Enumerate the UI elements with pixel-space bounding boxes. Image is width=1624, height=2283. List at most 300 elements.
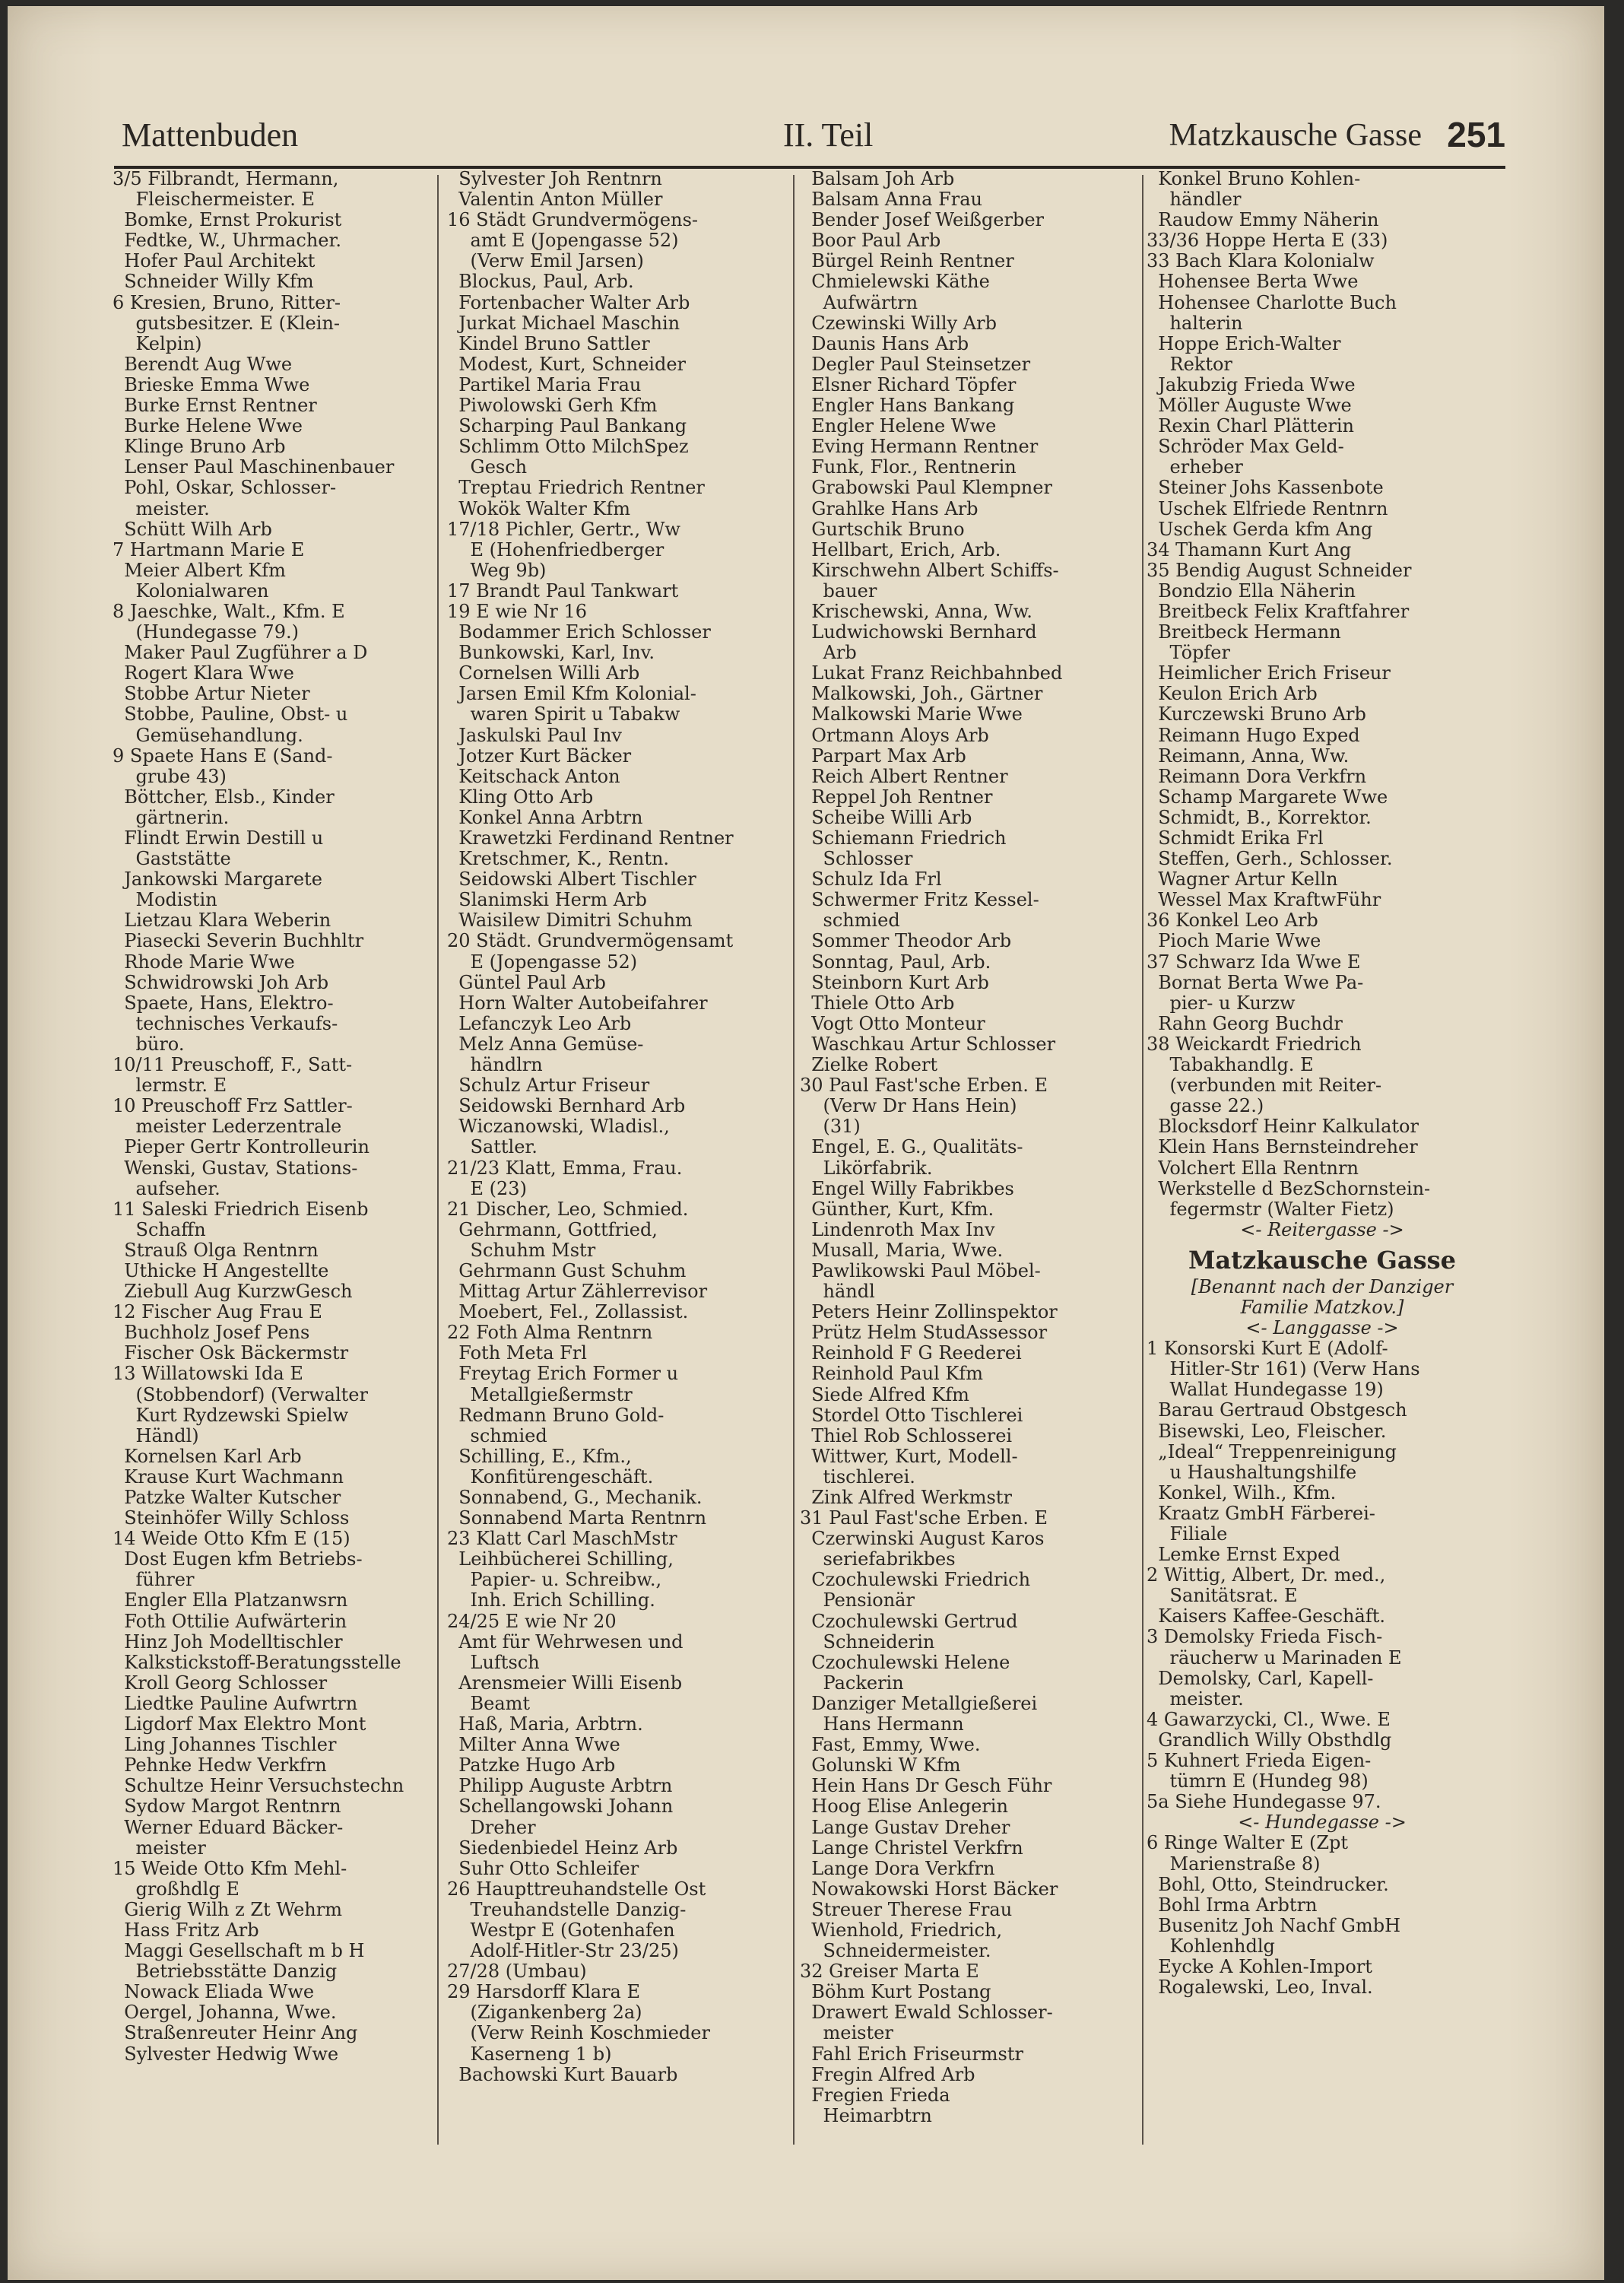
directory-entry-line: 2 Wittig, Albert, Dr. med., (1147, 1565, 1386, 1586)
directory-entry-line: Czochulewski Gertrud (800, 1611, 1018, 1632)
directory-entry-line: Kroll Georg Schlosser (113, 1672, 328, 1694)
directory-entry-line: Gierig Wilh z Zt Wehrm (113, 1899, 342, 1920)
directory-entry-line: 32 Greiser Marta E (800, 1961, 979, 1983)
directory-entry-line: Wittwer, Kurt, Modell- (800, 1446, 1018, 1467)
directory-entry-line: Sylvester Hedwig Wwe (113, 2043, 339, 2065)
directory-entry-line: Engel, E. G., Qualitäts- (800, 1137, 1023, 1158)
directory-entry-line: Zielke Robert (800, 1055, 938, 1076)
directory-entry-line: Luftsch (447, 1652, 540, 1673)
directory-entry-line: Schneiderin (800, 1631, 935, 1653)
directory-entry-line: Bisewski, Leo, Fleischer. (1147, 1421, 1387, 1442)
directory-entry-line: Konfitürengeschäft. (447, 1466, 654, 1488)
directory-entry-line: 21/23 Klatt, Emma, Frau. (447, 1157, 683, 1179)
directory-entry-line: E (23) (447, 1178, 527, 1199)
directory-entry-line: gasse 22.) (1147, 1096, 1264, 1117)
directory-entry-line: grube 43) (113, 766, 227, 787)
directory-entry-line: Philipp Auguste Arbtrn (447, 1776, 673, 1797)
directory-entry-line: Treptau Friedrich Rentner (447, 478, 705, 499)
directory-entry-line: Schmidt, B., Korrektor. (1147, 807, 1372, 828)
directory-entry-line: Bomke, Ernst Prokurist (113, 210, 342, 231)
directory-entry-line: Rogalewski, Leo, Inval. (1147, 1977, 1373, 1999)
directory-entry-line: 16 Städt Grundvermögens- (447, 210, 699, 231)
directory-entry-line: Seidowski Bernhard Arb (447, 1096, 686, 1117)
directory-entry-line: Schellangowski Johann (447, 1796, 674, 1818)
directory-entry-line: Werkstelle d BezSchornstein- (1147, 1178, 1431, 1199)
directory-entry-line: Brieske Emma Wwe (113, 374, 310, 395)
directory-entry-line: Streuer Therese Frau (800, 1899, 1013, 1920)
directory-entry-line: 37 Schwarz Ida Wwe E (1147, 951, 1361, 973)
directory-entry-line: Hoog Elise Anlegerin (800, 1796, 1008, 1818)
directory-entry-line: Vogt Otto Monteur (800, 1013, 985, 1034)
directory-entry-line: 17/18 Pichler, Gertr., Ww (447, 519, 680, 540)
directory-entry-line: Patzke Hugo Arb (447, 1755, 616, 1777)
directory-entry-line: Breitbeck Felix Kraftfahrer (1147, 601, 1410, 622)
directory-entry-line: Wienhold, Friedrich, (800, 1919, 1003, 1941)
directory-entry-line: händler (1147, 189, 1242, 211)
directory-entry-line: Reimann Hugo Exped (1147, 725, 1360, 746)
directory-entry-line: Töpfer (1147, 643, 1230, 664)
directory-entry-line: bauer (800, 580, 877, 602)
directory-entry-line: Bornat Berta Wwe Pa- (1147, 972, 1364, 993)
directory-entry-line: erheber (1147, 457, 1243, 478)
directory-entry-line: 8 Jaeschke, Walt., Kfm. E (113, 601, 345, 622)
directory-entry-line: Kaserneng 1 b) (447, 2043, 612, 2065)
directory-entry-line: Keitschack Anton (447, 766, 620, 787)
directory-entry-line: Lemke Ernst Exped (1147, 1545, 1340, 1566)
directory-entry-line: Ligdorf Max Elektro Mont (113, 1714, 366, 1735)
directory-entry-line: Volchert Ella Rentnrn (1147, 1157, 1359, 1179)
directory-entry-line: (Zigankenberg 2a) (447, 2002, 642, 2024)
directory-entry-line: halterin (1147, 313, 1243, 334)
directory-entry-line: Wessel Max KraftwFühr (1147, 890, 1381, 911)
directory-entry-line: Kling Otto Arb (447, 786, 594, 808)
street-name-note: [Benannt nach der Danziger (1191, 1276, 1454, 1297)
directory-entry-line: Rektor (1147, 354, 1232, 375)
directory-entry-line: Seidowski Albert Tischler (447, 869, 696, 891)
directory-entry-line: Kretschmer, K., Rentn. (447, 849, 670, 870)
directory-entry-line: Busenitz Joh Nachf GmbH (1147, 1915, 1401, 1936)
directory-entry-line: führer (113, 1570, 195, 1591)
directory-entry-line: Wenski, Gustav, Stations- (113, 1157, 358, 1179)
directory-entry-line: Sonntag, Paul, Arb. (800, 951, 991, 973)
directory-entry-line: Jurkat Michael Maschin (447, 313, 680, 334)
directory-entry-line: Engel Willy Fabrikbes (800, 1178, 1014, 1199)
directory-entry-line: Maggi Gesellschaft m b H (113, 1941, 365, 1962)
directory-entry-line: Czochulewski Friedrich (800, 1570, 1031, 1591)
directory-entry-line: Stordel Otto Tischlerei (800, 1405, 1023, 1426)
page-header (114, 113, 1505, 169)
directory-entry-line: Flindt Erwin Destill u (113, 828, 324, 849)
directory-entry-line: Czochulewski Helene (800, 1652, 1010, 1673)
directory-entry-line: aufseher. (113, 1178, 220, 1199)
directory-entry-line: Kaisers Kaffee-Geschäft. (1147, 1606, 1385, 1627)
directory-entry-line: Ortmann Aloys Arb (800, 725, 989, 746)
directory-entry-line: Klinge Bruno Arb (113, 437, 286, 458)
directory-entry-line: Konkel, Wilh., Kfm. (1147, 1482, 1337, 1503)
directory-entry-line: Aufwärtrn (800, 292, 918, 313)
directory-entry-line: Arb (800, 643, 857, 664)
directory-entry-line: Güntel Paul Arb (447, 972, 606, 993)
directory-entry-line: Czewinski Willy Arb (800, 313, 997, 334)
directory-entry-line: Meier Albert Kfm (113, 560, 286, 581)
directory-entry-line: Reimann, Anna, Ww. (1147, 745, 1350, 767)
directory-entry-line: 21 Discher, Leo, Schmied. (447, 1199, 689, 1220)
directory-entry-line: Liedtke Pauline Aufwrtrn (113, 1693, 358, 1714)
directory-entry-line: Valentin Anton Müller (447, 189, 663, 211)
directory-entry-line: Kelpin) (113, 333, 202, 354)
directory-entry-line: Modistin (113, 890, 217, 911)
directory-entry-line: Schneidermeister. (800, 1941, 991, 1962)
directory-entry-line: Böttcher, Elsb., Kinder (113, 786, 335, 808)
directory-entry-line: Kolonialwaren (113, 580, 269, 602)
directory-entry-line: (verbunden mit Reiter- (1147, 1075, 1382, 1097)
directory-entry-line: Modest, Kurt, Schneider (447, 354, 687, 375)
directory-entry-line: Böhm Kurt Postang (800, 1982, 991, 2003)
directory-entry-line: Fortenbacher Walter Arb (447, 292, 690, 313)
directory-entry-line: Siede Alfred Kfm (800, 1384, 969, 1405)
directory-entry-line: Mittag Artur Zählerrevisor (447, 1281, 708, 1303)
directory-entry-line: Jotzer Kurt Bäcker (447, 745, 632, 767)
directory-entry-line: Hoppe Erich-Walter (1147, 333, 1341, 354)
directory-entry-line: Pohl, Oskar, Schlosser- (113, 478, 337, 499)
directory-entry-line: Kohlenhdlg (1147, 1935, 1275, 1957)
directory-entry-line: Kirschwehn Albert Schiffs- (800, 560, 1059, 581)
directory-entry-line: Schwermer Fritz Kessel- (800, 890, 1039, 911)
directory-entry-line: Haß, Maria, Arbtrn. (447, 1714, 643, 1735)
directory-entry-line: Gaststätte (113, 849, 231, 870)
directory-entry-line: Hellbart, Erich, Arb. (800, 539, 1001, 560)
directory-entry-line: (Stobbendorf) (Verwalter (113, 1384, 368, 1405)
directory-entry-line: Ziebull Aug KurzwGesch (113, 1281, 353, 1303)
directory-entry-line: Slanimski Herm Arb (447, 890, 647, 911)
directory-entry-line: Hein Hans Dr Gesch Führ (800, 1776, 1052, 1797)
directory-entry-line: technisches Verkaufs- (113, 1013, 338, 1034)
directory-entry-line: Daunis Hans Arb (800, 333, 969, 354)
directory-column-4 (1147, 169, 1498, 2161)
directory-entry-line: tümrn E (Hundeg 98) (1147, 1771, 1369, 1792)
directory-entry-line: Gemüsehandlung. (113, 725, 303, 746)
directory-entry-line: Weg 9b) (447, 560, 547, 581)
directory-entry-line: Stobbe Artur Nieter (113, 684, 310, 705)
directory-entry-line: büro. (113, 1034, 185, 1055)
directory-entry-line: Piwolowski Gerh Kfm (447, 395, 658, 417)
directory-entry-line: Lenser Paul Maschinenbauer (113, 457, 395, 478)
directory-entry-line: Bachowski Kurt Bauarb (447, 2064, 678, 2085)
directory-entry-line: Bender Josef Weißgerber (800, 210, 1045, 231)
directory-entry-line: Peters Heinr Zollinspektor (800, 1302, 1058, 1323)
street-name-note: Familie Matzkov.] (1240, 1297, 1404, 1318)
directory-entry-line: „Ideal“ Treppenreinigung (1147, 1441, 1397, 1462)
directory-entry-line: Gehrmann, Gottfried, (447, 1219, 658, 1240)
directory-entry-line: Melz Anna Gemüse- (447, 1034, 644, 1055)
directory-entry-line: Chmielewski Käthe (800, 271, 990, 293)
directory-entry-line: Sonnabend, G., Mechanik. (447, 1488, 703, 1508)
directory-entry-line: 36 Konkel Leo Arb (1147, 910, 1318, 932)
directory-entry-line: Lange Christel Verkfrn (800, 1837, 1023, 1859)
directory-entry-line: Maker Paul Zugführer a D (113, 643, 368, 664)
directory-entry-line: Leihbücherei Schilling, (447, 1549, 674, 1570)
directory-entry-line: Konkel Bruno Kohlen- (1147, 169, 1361, 189)
directory-entry-line: Burke Helene Wwe (113, 416, 303, 437)
directory-entry-line: Fischer Osk Bäckermstr (113, 1343, 349, 1364)
directory-entry-line: Amt für Wehrwesen und (447, 1631, 684, 1653)
directory-entry-line: Hitler-Str 161) (Verw Hans (1147, 1359, 1420, 1380)
directory-column-1 (113, 169, 432, 2161)
directory-entry-line: Breitbeck Hermann (1147, 622, 1341, 643)
directory-entry-line: Fedtke, W., Uhrmacher. (113, 230, 341, 252)
directory-entry-line: Demolsky, Carl, Kapell- (1147, 1668, 1374, 1689)
directory-entry-line: gutsbesitzer. E (Klein- (113, 313, 341, 334)
directory-entry-line: 33/36 Hoppe Herta E (33) (1147, 230, 1388, 252)
directory-entry-line: Burke Ernst Rentner (113, 395, 317, 417)
directory-entry-line: Steiner Johs Kassenbote (1147, 478, 1384, 499)
directory-entry-line: Kraatz GmbH Färberei- (1147, 1503, 1375, 1524)
directory-entry-line: Oergel, Johanna, Wwe. (113, 2002, 337, 2024)
directory-entry-line: Kalkstickstoff-Beratungsstelle (113, 1652, 401, 1673)
directory-entry-line: Filiale (1147, 1524, 1228, 1545)
directory-entry-line: Fahl Erich Friseurmstr (800, 2043, 1023, 2065)
directory-entry-line: 7 Hartmann Marie E (113, 539, 305, 560)
street-heading: Matzkausche Gasse (1188, 1245, 1456, 1275)
directory-entry-line: 3 Demolsky Frieda Fisch- (1147, 1627, 1383, 1648)
directory-entry-line: fegermstr (Walter Fietz) (1147, 1199, 1394, 1220)
directory-entry-line: Keulon Erich Arb (1147, 684, 1318, 705)
directory-entry-line: Blocksdorf Heinr Kalkulator (1147, 1116, 1419, 1138)
directory-entry-line: E (Jopengasse 52) (447, 951, 638, 973)
directory-entry-line: Strauß Olga Rentnrn (113, 1240, 319, 1261)
directory-entry-line: Arensmeier Willi Eisenb (447, 1672, 683, 1694)
directory-entry-line: lermstr. E (113, 1075, 227, 1097)
directory-entry-line: Freytag Erich Former u (447, 1364, 679, 1385)
directory-entry-line: Marienstraße 8) (1147, 1853, 1321, 1875)
directory-entry-line: 34 Thamann Kurt Ang (1147, 539, 1352, 560)
directory-entry-line: Moebert, Fel., Zollassist. (447, 1302, 689, 1323)
directory-entry-line: Raudow Emmy Näherin (1147, 210, 1379, 231)
directory-entry-line: (Verw Dr Hans Hein) (800, 1096, 1017, 1117)
directory-entry-line: Inh. Erich Schilling. (447, 1590, 655, 1611)
directory-entry-line: Reinhold F G Reederei (800, 1343, 1022, 1364)
cross-street-marker: <- Hundegasse -> (1238, 1812, 1407, 1834)
directory-entry-line: 12 Fischer Aug Frau E (113, 1302, 322, 1323)
directory-entry-line: Kurczewski Bruno Arb (1147, 704, 1366, 726)
directory-entry-line: Uschek Elfriede Rentnrn (1147, 498, 1388, 519)
directory-entry-line: Schulz Artur Friseur (447, 1075, 650, 1097)
directory-entry-line: Drawert Ewald Schlosser- (800, 2002, 1053, 2024)
directory-entry-line: Prütz Helm StudAssessor (800, 1322, 1048, 1344)
directory-entry-line: Parpart Max Arb (800, 745, 966, 767)
directory-entry-line: Reppel Joh Rentner (800, 786, 993, 808)
directory-entry-line: Kindel Bruno Sattler (447, 333, 650, 354)
directory-entry-line: 38 Weickardt Friedrich (1147, 1034, 1362, 1055)
directory-entry-line: Reimann Dora Verkfrn (1147, 766, 1367, 787)
directory-entry-line: Scheibe Willi Arb (800, 807, 972, 828)
directory-entry-line: Jankowski Margarete (113, 869, 322, 891)
directory-entry-line: seriefabrikbes (800, 1549, 956, 1570)
directory-entry-line: Hinz Joh Modelltischler (113, 1631, 343, 1653)
directory-entry-line: Werner Eduard Bäcker- (113, 1817, 344, 1838)
directory-entry-line: 26 Haupttreuhandstelle Ost (447, 1878, 706, 1900)
directory-entry-line: Malkowski, Joh., Gärtner (800, 684, 1043, 705)
directory-entry-line: Ludwichowski Bernhard (800, 622, 1037, 643)
directory-entry-line: meister. (113, 498, 210, 519)
directory-entry-line: gärtnerin. (113, 807, 230, 828)
directory-entry-line: Balsam Anna Frau (800, 189, 982, 211)
directory-entry-line: (Verw Reinh Koschmieder (447, 2023, 710, 2044)
directory-entry-line: Schlosser (800, 849, 913, 870)
directory-entry-line: 23 Klatt Carl MaschMstr (447, 1529, 677, 1550)
directory-entry-line: Likörfabrik. (800, 1157, 933, 1179)
directory-entry-line: 30 Paul Fast'sche Erben. E (800, 1075, 1048, 1097)
directory-entry-line: Krause Kurt Wachmann (113, 1466, 344, 1488)
directory-entry-line: pier- u Kurzw (1147, 992, 1296, 1014)
directory-entry-line: Schröder Max Geld- (1147, 437, 1344, 458)
directory-entry-line: Schwidrowski Joh Arb (113, 972, 329, 993)
directory-entry-line: Waisilew Dimitri Schuhm (447, 910, 693, 932)
header-right-street: Matzkausche Gasse (1169, 118, 1422, 153)
directory-entry-line: Rexin Charl Plätterin (1147, 416, 1354, 437)
directory-entry-line: Grabowski Paul Klempner (800, 478, 1052, 499)
directory-entry-line: Czerwinski August Karos (800, 1529, 1045, 1550)
directory-entry-line: Metallgießermstr (447, 1384, 633, 1405)
directory-entry-line: Golunski W Kfm (800, 1755, 961, 1777)
directory-entry-line: Wallat Hundegasse 19) (1147, 1380, 1384, 1401)
directory-entry-line: 31 Paul Fast'sche Erben. E (800, 1508, 1048, 1529)
directory-entry-line: Lange Gustav Dreher (800, 1817, 1010, 1838)
directory-entry-line: Thiele Otto Arb (800, 992, 955, 1014)
directory-entry-line: (Verw Emil Jarsen) (447, 251, 644, 272)
directory-entry-line: Schiemann Friedrich (800, 828, 1007, 849)
directory-entry-line: Horn Walter Autobeifahrer (447, 992, 708, 1014)
directory-entry-line: Rahn Georg Buchdr (1147, 1013, 1343, 1034)
header-section: II. Teil (783, 116, 874, 154)
directory-entry-line: Heimlicher Erich Friseur (1147, 663, 1391, 684)
directory-entry-line: Hofer Paul Architekt (113, 251, 316, 272)
directory-entry-line: Adolf-Hitler-Str 23/25) (447, 1941, 679, 1962)
directory-entry-line: Pensionär (800, 1590, 915, 1611)
directory-entry-line: Schilling, E., Kfm., (447, 1446, 632, 1467)
directory-entry-line: Rogert Klara Wwe (113, 663, 294, 684)
directory-entry-line: 17 Brandt Paul Tankwart (447, 580, 679, 602)
directory-entry-line: Patzke Walter Kutscher (113, 1488, 341, 1508)
directory-entry-line: Spaete, Hans, Elektro- (113, 992, 334, 1014)
directory-entry-line: tischlerei. (800, 1466, 915, 1488)
directory-entry-line: Sattler. (447, 1137, 538, 1158)
directory-entry-line: Schamp Margarete Wwe (1147, 786, 1388, 808)
directory-entry-line: Barau Gertraud Obstgesch (1147, 1400, 1407, 1421)
directory-entry-line: Cornelsen Willi Arb (447, 663, 640, 684)
directory-entry-line: 10/11 Preuschoff, F., Satt- (113, 1055, 353, 1076)
directory-entry-line: Pawlikowski Paul Möbel- (800, 1260, 1041, 1281)
directory-entry-line: Schmidt Erika Frl (1147, 828, 1324, 849)
directory-entry-line: Fregin Alfred Arb (800, 2064, 975, 2085)
directory-entry-line: 5 Kuhnert Frieda Eigen- (1147, 1751, 1372, 1772)
directory-entry-line: u Haushaltungshilfe (1147, 1462, 1357, 1483)
directory-entry-line: 5a Siehe Hundegasse 97. (1147, 1792, 1381, 1813)
directory-entry-line: Sanitätsrat. E (1147, 1586, 1298, 1607)
directory-entry-line: Bürgel Reinh Rentner (800, 251, 1014, 272)
directory-entry-line: Packerin (800, 1672, 904, 1694)
directory-entry-line: Lange Dora Verkfrn (800, 1858, 995, 1879)
directory-entry-line: Boor Paul Arb (800, 230, 941, 252)
directory-entry-line: Suhr Otto Schleifer (447, 1858, 639, 1879)
directory-entry-line: Straßenreuter Heinr Ang (113, 2023, 358, 2044)
directory-entry-line: Siedenbiedel Heinz Arb (447, 1837, 678, 1859)
directory-entry-line: Grandlich Willy Obsthdlg (1147, 1729, 1392, 1751)
directory-entry-line: Funk, Flor., Rentnerin (800, 457, 1017, 478)
directory-entry-line: Wokök Walter Kfm (447, 498, 630, 519)
directory-entry-line: Pehnke Hedw Verkfrn (113, 1755, 327, 1777)
directory-entry-line: E (Hohenfriedberger (447, 539, 665, 560)
directory-entry-line: 27/28 (Umbau) (447, 1961, 587, 1983)
directory-entry-line: 24/25 E wie Nr 20 (447, 1611, 617, 1632)
directory-entry-line: Hohensee Charlotte Buch (1147, 292, 1397, 313)
directory-entry-line: Jaskulski Paul Inv (447, 725, 622, 746)
directory-entry-line: Lukat Franz Reichbahnbed (800, 663, 1063, 684)
directory-entry-line: Betriebsstätte Danzig (113, 1961, 338, 1983)
directory-entry-line: Kurt Rydzewski Spielw (113, 1405, 349, 1426)
directory-entry-line: Fleischermeister. E (113, 189, 316, 211)
directory-entry-line: Uthicke H Angestellte (113, 1260, 329, 1281)
directory-entry-line: händlrn (447, 1055, 543, 1076)
page-number: 251 (1447, 115, 1505, 154)
directory-entry-line: Möller Auguste Wwe (1147, 395, 1352, 417)
directory-entry-line: schmied (800, 910, 900, 932)
directory-entry-line: Hans Hermann (800, 1714, 964, 1735)
directory-entry-line: Eycke A Kohlen-Import (1147, 1956, 1372, 1977)
directory-entry-line: Thiel Rob Schlosserei (800, 1425, 1013, 1446)
directory-entry-line: Stobbe, Pauline, Obst- u (113, 704, 348, 726)
directory-entry-line: Jarsen Emil Kfm Kolonial- (447, 684, 696, 705)
column-divider (437, 175, 439, 2145)
directory-entry-line: 33 Bach Klara Kolonialw (1147, 251, 1375, 272)
directory-entry-line: 6 Ringe Walter E (Zpt (1147, 1833, 1349, 1854)
directory-entry-line: Dreher (447, 1817, 536, 1838)
directory-entry-line: meister (113, 1837, 206, 1859)
directory-entry-line: Tabakhandlg. E (1147, 1055, 1314, 1076)
directory-entry-line: Rhode Marie Wwe (113, 951, 295, 973)
directory-entry-line: Westpr E (Gotenhafen (447, 1919, 675, 1941)
directory-entry-line: Jakubzig Frieda Wwe (1147, 374, 1356, 395)
directory-entry-line: Steinhöfer Willy Schloss (113, 1508, 350, 1529)
cross-street-marker: <- Reitergasse -> (1240, 1219, 1404, 1240)
directory-entry-line: Engler Ella Platzanwsrn (113, 1590, 348, 1611)
directory-entry-line: 19 E wie Nr 16 (447, 601, 588, 622)
directory-entry-line: 3/5 Filbrandt, Hermann, (113, 169, 339, 189)
directory-entry-line: Treuhandstelle Danzig- (447, 1899, 687, 1920)
directory-entry-line: Dost Eugen kfm Betriebs- (113, 1549, 363, 1570)
directory-entry-line: 6 Kresien, Bruno, Ritter- (113, 292, 341, 313)
directory-entry-line: meister Lederzentrale (113, 1116, 342, 1138)
directory-entry-line: Scharping Paul Bankang (447, 416, 687, 437)
directory-entry-line: Schlimm Otto MilchSpez (447, 437, 689, 458)
directory-entry-line: Sydow Margot Rentnrn (113, 1796, 341, 1818)
directory-entry-line: 13 Willatowski Ida E (113, 1364, 303, 1385)
directory-entry-line: Gurtschik Bruno (800, 519, 965, 540)
directory-entry-line: Reinhold Paul Kfm (800, 1364, 983, 1385)
directory-entry-line: 22 Foth Alma Rentnrn (447, 1322, 653, 1344)
directory-entry-line: Musall, Maria, Wwe. (800, 1240, 1004, 1261)
directory-entry-line: 29 Harsdorff Klara E (447, 1982, 641, 2003)
directory-entry-line: (Hundegasse 79.) (113, 622, 299, 643)
directory-entry-line: Steinborn Kurt Arb (800, 972, 989, 993)
directory-entry-line: Waschkau Artur Schlosser (800, 1034, 1056, 1055)
directory-entry-line: Gehrmann Gust Schuhm (447, 1260, 687, 1281)
directory-entry-line: 20 Städt. Grundvermögensamt (447, 931, 734, 952)
directory-entry-line: Engler Hans Bankang (800, 395, 1015, 417)
directory-entry-line: meister. (1147, 1688, 1244, 1710)
directory-entry-line: Blockus, Paul, Arb. (447, 271, 634, 293)
directory-entry-line: räucherw u Marinaden E (1147, 1647, 1402, 1669)
